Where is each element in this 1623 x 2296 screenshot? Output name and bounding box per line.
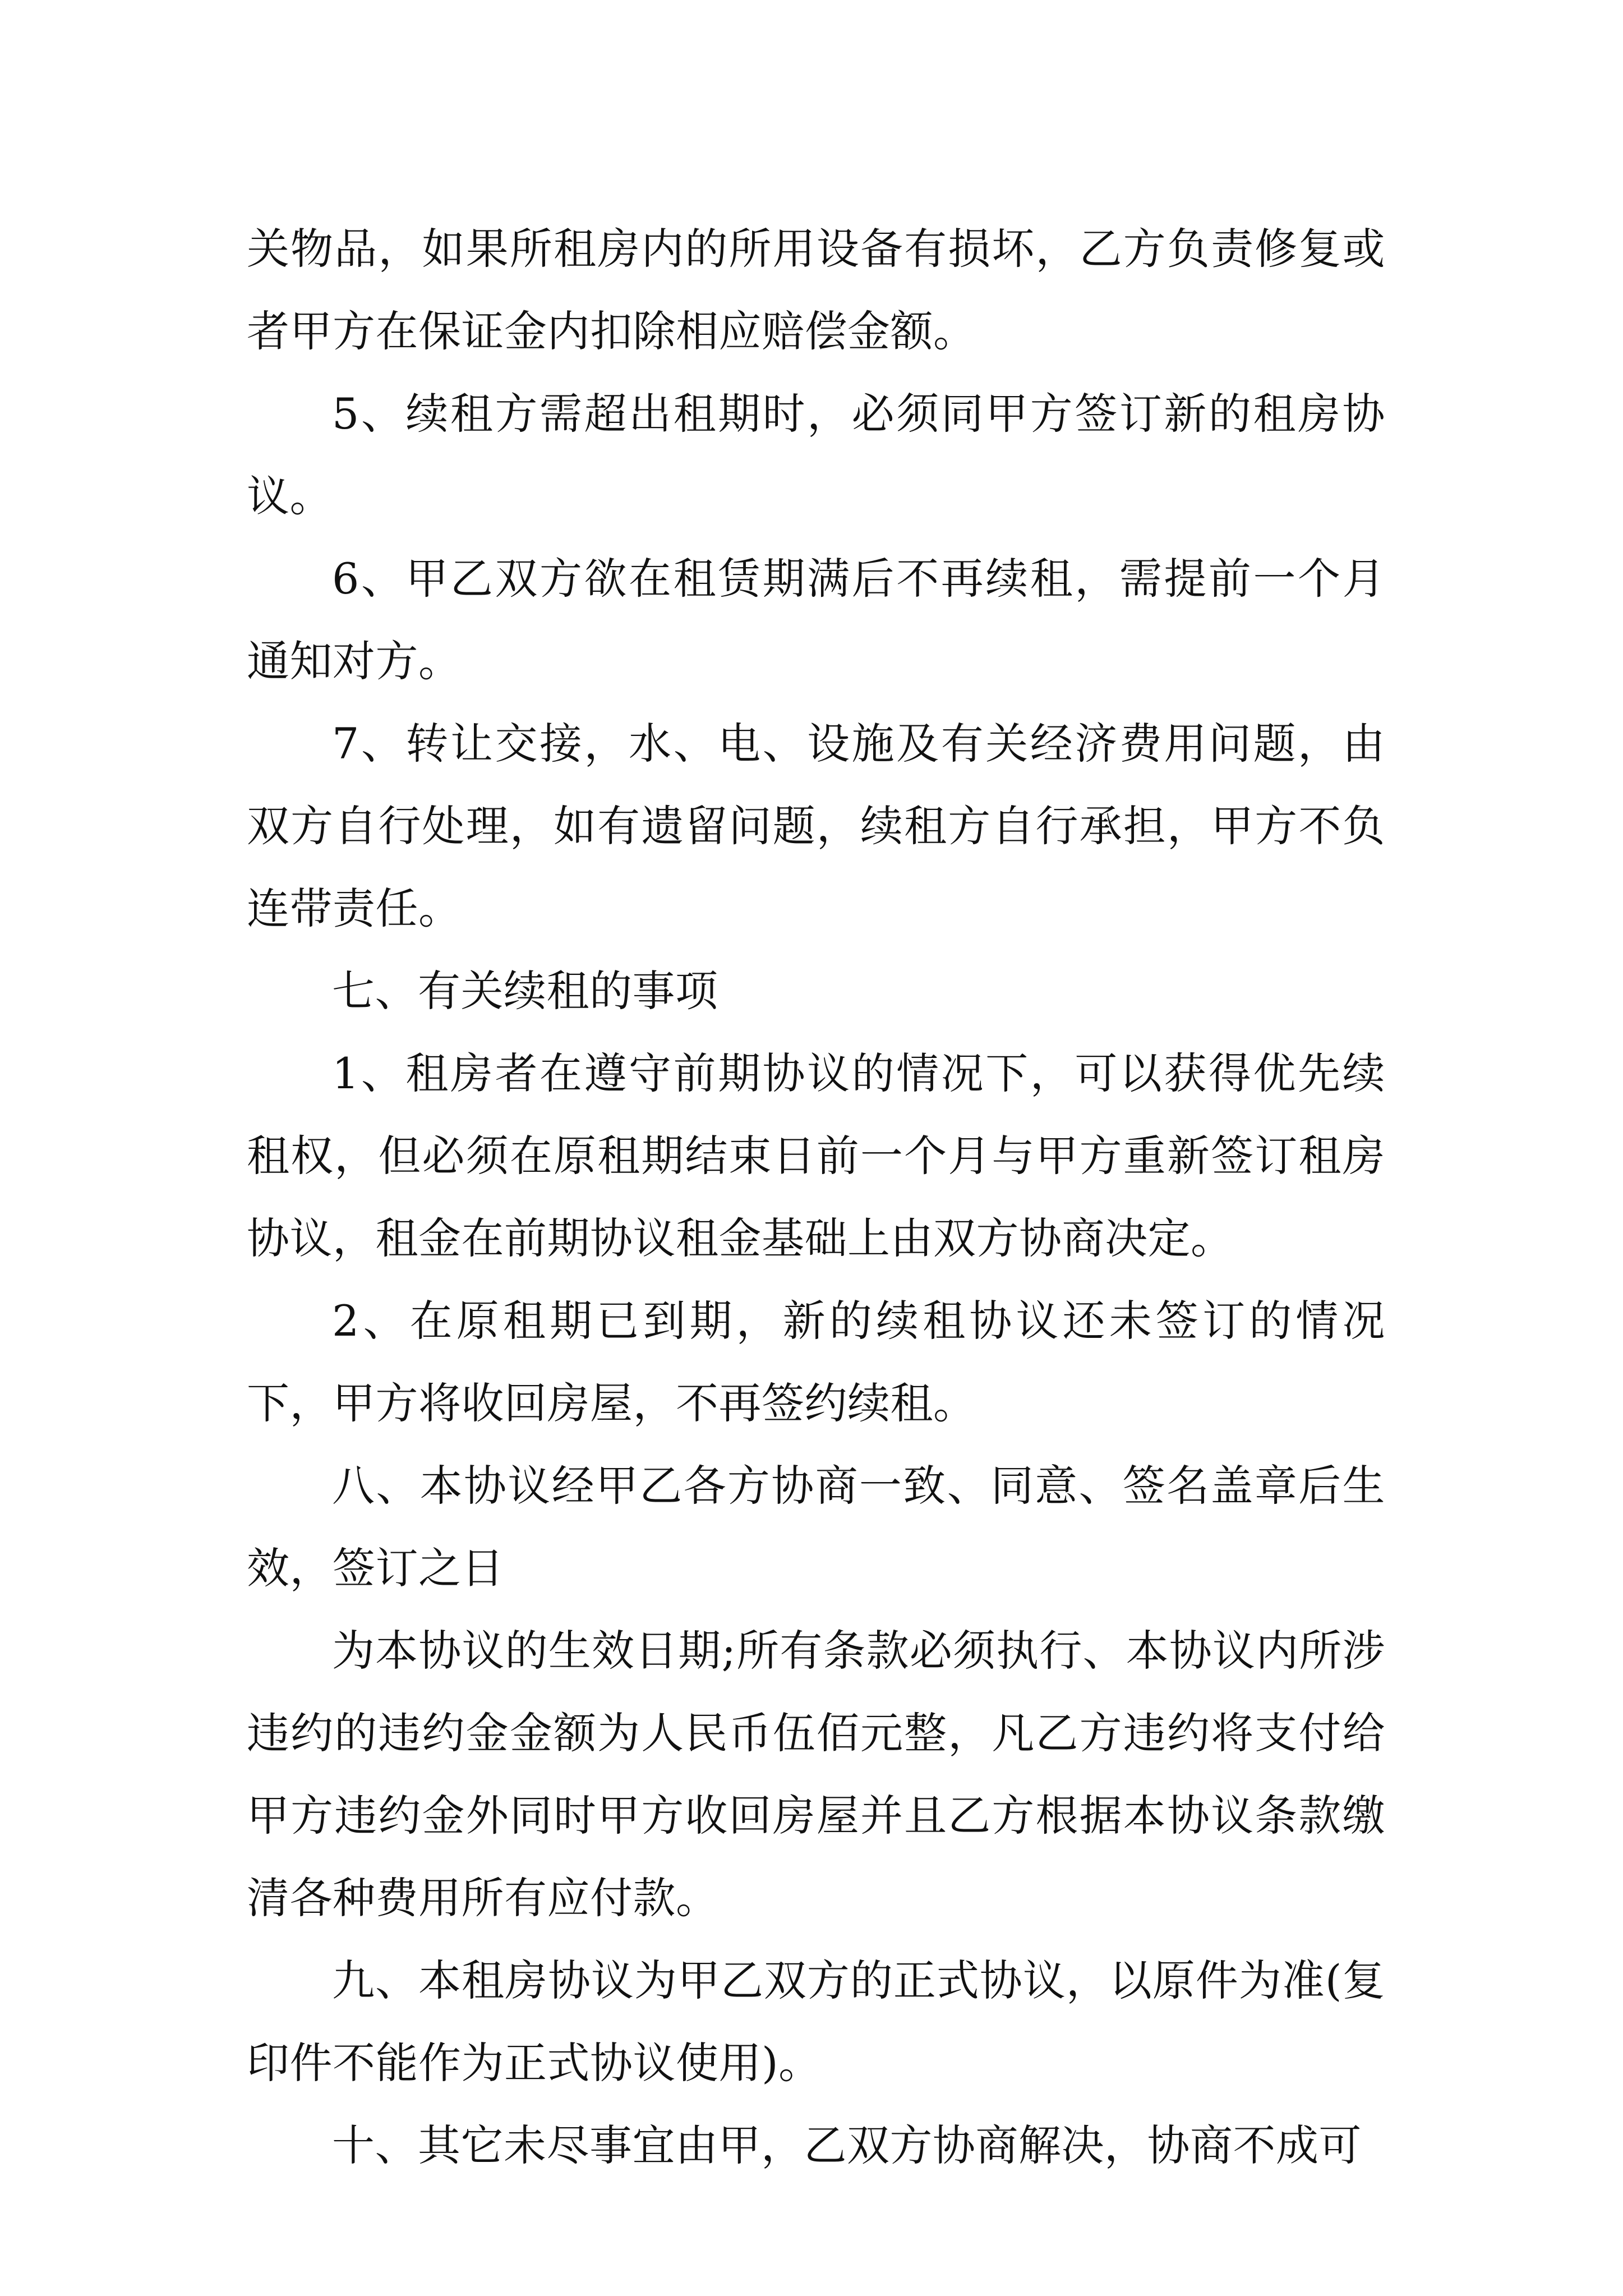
paragraph: 为本协议的生效日期;所有条款必须执行、本协议内所涉违约的违约金金额为人民币伍佰元整，凡乙方违约将支付给甲方违约金外同时甲方收回房屋并且乙方根据本协议条款缴清各种费用所有应付款。 bbox=[247, 1626, 1385, 1923]
paragraph: 2、在原租期已到期，新的续租协议还未签订的情况下，甲方将收回房屋，不再签约续租。 bbox=[247, 1296, 1385, 1428]
paragraph: 6、甲乙双方欲在租赁期满后不再续租，需提前一个月通知对方。 bbox=[247, 554, 1385, 686]
document-body bbox=[247, 208, 1385, 2187]
section-heading: 十、其它未尽事宜由甲，乙双方协商解决，协商不成可 bbox=[332, 2120, 1362, 2170]
section-heading: 七、有关续租的事项 bbox=[332, 966, 718, 1016]
paragraph: 1、租房者在遵守前期协议的情况下，可以获得优先续租权，但必须在原租期结束日前一个月与甲方重新签订租房协议，租金在前期协议租金基础上由双方协商决定。 bbox=[247, 1048, 1385, 1263]
section-heading: 八、本协议经甲乙各方协商一致、同意、签名盖章后生效，签订之日 bbox=[247, 1461, 1385, 1593]
paragraph: 关物品，如果所租房内的所用设备有损坏，乙方负责修复或者甲方在保证金内扣除相应赔偿金额。 bbox=[247, 224, 1385, 356]
section-heading: 九、本租房协议为甲乙双方的正式协议，以原件为准(复印件不能作为正式协议使用)。 bbox=[247, 1955, 1385, 2088]
paragraph: 5、续租方需超出租期时，必须同甲方签订新的租房协议。 bbox=[247, 389, 1385, 521]
paragraph: 7、转让交接，水、电、设施及有关经济费用问题，由双方自行处理，如有遗留问题，续租方自行承担，甲方不负连带责任。 bbox=[247, 719, 1385, 933]
